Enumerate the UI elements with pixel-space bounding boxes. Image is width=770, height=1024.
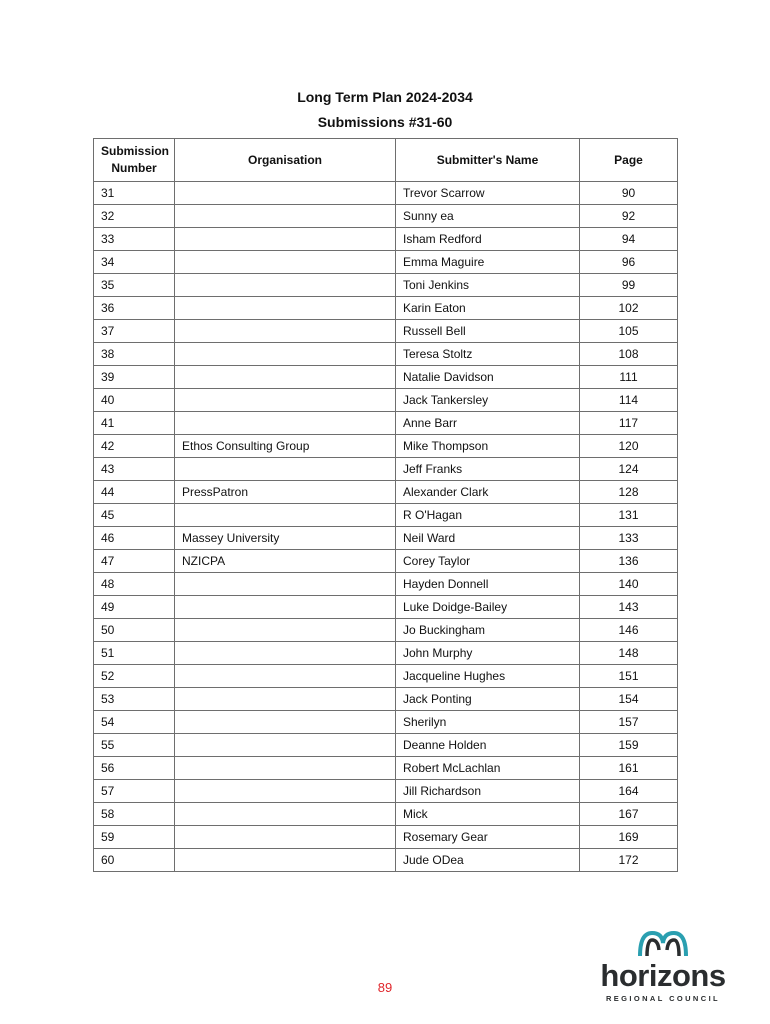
cell-submitter-name: Russell Bell <box>396 320 580 343</box>
table-row <box>94 366 678 389</box>
cell-page: 92 <box>580 205 678 228</box>
cell-page: 169 <box>580 826 678 849</box>
cell-page: 90 <box>580 182 678 205</box>
cell-submitter-name: Robert McLachlan <box>396 757 580 780</box>
cell-page: 120 <box>580 435 678 458</box>
table-row <box>94 251 678 274</box>
cell-submitter-name: Emma Maguire <box>396 251 580 274</box>
cell-submitter-name: Sherilyn <box>396 711 580 734</box>
cell-submitter-name: Neil Ward <box>396 527 580 550</box>
cell-page: 128 <box>580 481 678 504</box>
cell-submission-number: 50 <box>94 619 175 642</box>
cell-organisation <box>175 412 396 435</box>
table-row <box>94 458 678 481</box>
cell-organisation <box>175 826 396 849</box>
table-row <box>94 435 678 458</box>
cell-submitter-name: Mike Thompson <box>396 435 580 458</box>
cell-submitter-name: Jeff Franks <box>396 458 580 481</box>
cell-organisation <box>175 182 396 205</box>
table-row <box>94 711 678 734</box>
cell-organisation <box>175 596 396 619</box>
cell-submission-number: 35 <box>94 274 175 297</box>
cell-submission-number: 54 <box>94 711 175 734</box>
cell-submitter-name: Isham Redford <box>396 228 580 251</box>
table-row <box>94 665 678 688</box>
table-row <box>94 803 678 826</box>
table-row <box>94 642 678 665</box>
logo-tagline: REGIONAL COUNCIL <box>605 994 721 1003</box>
cell-page: 167 <box>580 803 678 826</box>
cell-page: 105 <box>580 320 678 343</box>
cell-page: 140 <box>580 573 678 596</box>
cell-organisation <box>175 573 396 596</box>
table-row <box>94 297 678 320</box>
cell-submitter-name: Deanne Holden <box>396 734 580 757</box>
cell-submission-number: 56 <box>94 757 175 780</box>
horizons-logo <box>598 928 728 1006</box>
cell-submission-number: 60 <box>94 849 175 872</box>
cell-submitter-name: Jill Richardson <box>396 780 580 803</box>
cell-page: 148 <box>580 642 678 665</box>
cell-organisation <box>175 504 396 527</box>
cell-submission-number: 43 <box>94 458 175 481</box>
cell-organisation <box>175 642 396 665</box>
cell-organisation <box>175 274 396 297</box>
document-title: Long Term Plan 2024-2034 <box>297 89 473 105</box>
table-row <box>94 734 678 757</box>
cell-organisation <box>175 458 396 481</box>
table-row <box>94 780 678 803</box>
cell-submitter-name: Mick <box>396 803 580 826</box>
cell-page: 99 <box>580 274 678 297</box>
cell-organisation <box>175 803 396 826</box>
cell-organisation <box>175 320 396 343</box>
cell-organisation: NZICPA <box>175 550 396 573</box>
table-row <box>94 412 678 435</box>
logo-name: horizons <box>600 958 726 993</box>
cell-submission-number: 44 <box>94 481 175 504</box>
cell-page: 164 <box>580 780 678 803</box>
cell-submission-number: 34 <box>94 251 175 274</box>
cell-submission-number: 51 <box>94 642 175 665</box>
cell-organisation <box>175 688 396 711</box>
cell-submission-number: 46 <box>94 527 175 550</box>
cell-submitter-name: Sunny ea <box>396 205 580 228</box>
cell-organisation <box>175 711 396 734</box>
cell-submission-number: 45 <box>94 504 175 527</box>
cell-submission-number: 38 <box>94 343 175 366</box>
cell-organisation <box>175 757 396 780</box>
cell-organisation <box>175 205 396 228</box>
table-row <box>94 527 678 550</box>
cell-organisation: Ethos Consulting Group <box>175 435 396 458</box>
cell-submission-number: 55 <box>94 734 175 757</box>
cell-submitter-name: Jack Ponting <box>396 688 580 711</box>
cell-submitter-name: Jude ODea <box>396 849 580 872</box>
cell-organisation <box>175 734 396 757</box>
cell-page: 96 <box>580 251 678 274</box>
cell-page: 108 <box>580 343 678 366</box>
cell-organisation <box>175 849 396 872</box>
cell-organisation: Massey University <box>175 527 396 550</box>
cell-submission-number: 52 <box>94 665 175 688</box>
table-row <box>94 274 678 297</box>
table-row <box>94 826 678 849</box>
cell-page: 111 <box>580 366 678 389</box>
cell-page: 157 <box>580 711 678 734</box>
cell-submission-number: 57 <box>94 780 175 803</box>
cell-page: 136 <box>580 550 678 573</box>
cell-page: 131 <box>580 504 678 527</box>
cell-page: 102 <box>580 297 678 320</box>
table-row <box>94 343 678 366</box>
cell-submitter-name: Jack Tankersley <box>396 389 580 412</box>
cell-page: 114 <box>580 389 678 412</box>
document-subtitle: Submissions #31-60 <box>317 114 453 130</box>
cell-page: 117 <box>580 412 678 435</box>
table-row <box>94 320 678 343</box>
cell-submission-number: 31 <box>94 182 175 205</box>
cell-page: 124 <box>580 458 678 481</box>
cell-submission-number: 42 <box>94 435 175 458</box>
cell-submission-number: 48 <box>94 573 175 596</box>
horizons-wave-icon <box>638 928 688 958</box>
cell-submission-number: 49 <box>94 596 175 619</box>
cell-submitter-name: Hayden Donnell <box>396 573 580 596</box>
cell-submitter-name: Toni Jenkins <box>396 274 580 297</box>
cell-organisation <box>175 297 396 320</box>
table-row <box>94 550 678 573</box>
cell-submission-number: 36 <box>94 297 175 320</box>
table-row <box>94 205 678 228</box>
page-number: 89 <box>377 980 393 995</box>
cell-page: 154 <box>580 688 678 711</box>
cell-submission-number: 37 <box>94 320 175 343</box>
cell-organisation <box>175 389 396 412</box>
header-submitter-name: Submitter's Name <box>396 139 580 182</box>
cell-submitter-name: Natalie Davidson <box>396 366 580 389</box>
cell-submission-number: 33 <box>94 228 175 251</box>
cell-page: 133 <box>580 527 678 550</box>
cell-submission-number: 40 <box>94 389 175 412</box>
cell-submitter-name: R O'Hagan <box>396 504 580 527</box>
cell-organisation <box>175 780 396 803</box>
cell-submission-number: 41 <box>94 412 175 435</box>
cell-submitter-name: Teresa Stoltz <box>396 343 580 366</box>
table-row <box>94 573 678 596</box>
cell-page: 161 <box>580 757 678 780</box>
cell-submitter-name: Karin Eaton <box>396 297 580 320</box>
cell-submission-number: 53 <box>94 688 175 711</box>
table-row <box>94 849 678 872</box>
table-row <box>94 757 678 780</box>
cell-submitter-name: Corey Taylor <box>396 550 580 573</box>
cell-page: 143 <box>580 596 678 619</box>
cell-organisation <box>175 366 396 389</box>
cell-submitter-name: Alexander Clark <box>396 481 580 504</box>
table-row <box>94 688 678 711</box>
cell-page: 94 <box>580 228 678 251</box>
cell-organisation <box>175 251 396 274</box>
submissions-table <box>93 138 678 872</box>
cell-page: 172 <box>580 849 678 872</box>
table-row <box>94 596 678 619</box>
table-body <box>94 182 678 872</box>
table-row <box>94 182 678 205</box>
cell-organisation <box>175 619 396 642</box>
cell-submitter-name: Jo Buckingham <box>396 619 580 642</box>
header-page: Page <box>580 139 678 182</box>
table-row <box>94 619 678 642</box>
cell-submission-number: 39 <box>94 366 175 389</box>
table-row <box>94 228 678 251</box>
header-submission-number: Submission Number <box>94 139 175 182</box>
table-row <box>94 481 678 504</box>
cell-page: 159 <box>580 734 678 757</box>
cell-submitter-name: Anne Barr <box>396 412 580 435</box>
cell-submitter-name: Rosemary Gear <box>396 826 580 849</box>
table-row <box>94 504 678 527</box>
cell-submitter-name: Trevor Scarrow <box>396 182 580 205</box>
cell-page: 151 <box>580 665 678 688</box>
table-row <box>94 389 678 412</box>
cell-organisation <box>175 343 396 366</box>
cell-submitter-name: John Murphy <box>396 642 580 665</box>
header-organisation: Organisation <box>175 139 396 182</box>
cell-submission-number: 32 <box>94 205 175 228</box>
cell-page: 146 <box>580 619 678 642</box>
cell-organisation <box>175 665 396 688</box>
table-header-row <box>94 139 678 182</box>
cell-submission-number: 58 <box>94 803 175 826</box>
cell-submission-number: 59 <box>94 826 175 849</box>
cell-organisation <box>175 228 396 251</box>
cell-submitter-name: Luke Doidge-Bailey <box>396 596 580 619</box>
cell-organisation: PressPatron <box>175 481 396 504</box>
cell-submission-number: 47 <box>94 550 175 573</box>
cell-submitter-name: Jacqueline Hughes <box>396 665 580 688</box>
